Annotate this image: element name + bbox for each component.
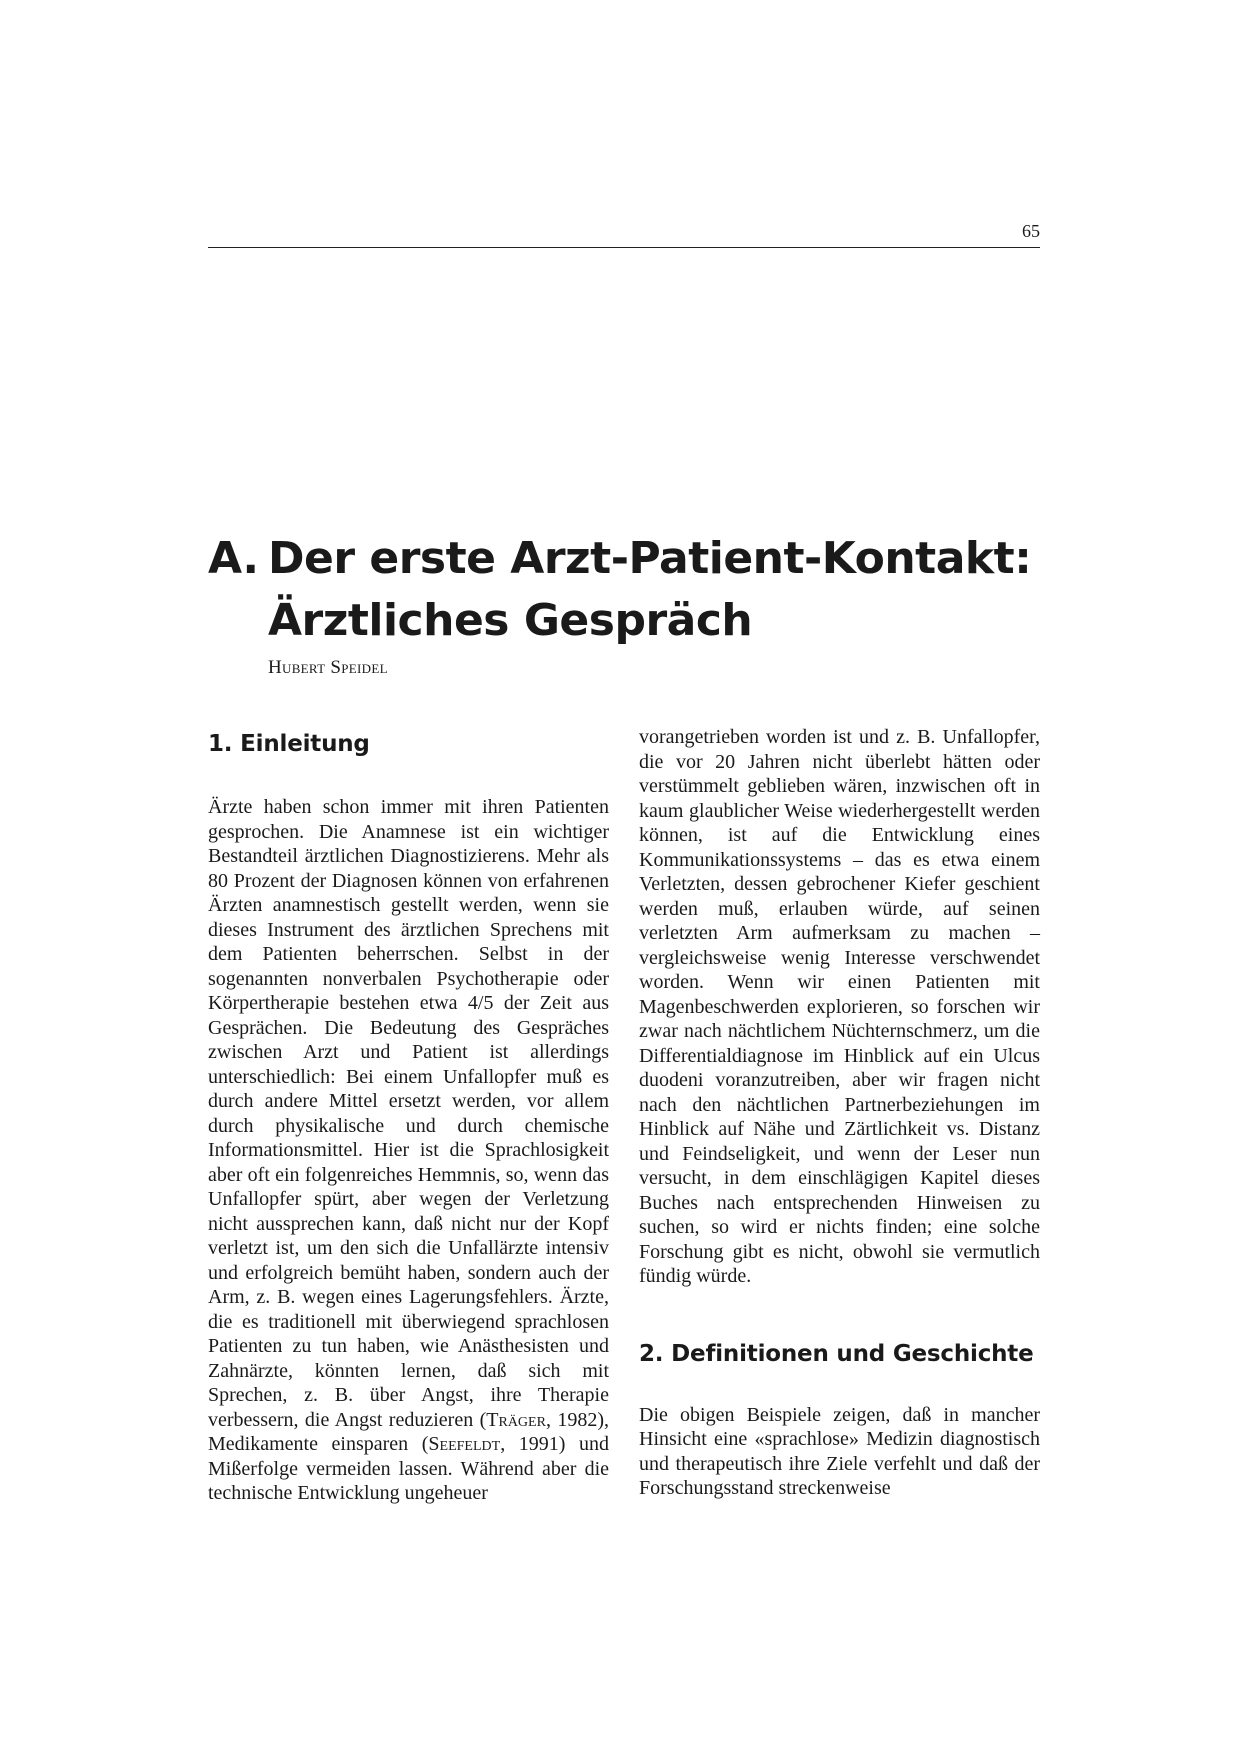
paragraph-einleitung-part-1	[208, 795, 609, 1506]
paragraph-einleitung-part-2: vorangetrieben worden ist und z. B. Unfallopfer, die vor 20 Jahren nicht überlebt hätten oder verstümmelt geblieben wären, inzwischen oft in kaum glaublicher Weise wiederhergestellt werden können, ist auf die Entwicklung eines Kommunikationssystems – das es etwa einem Verletzten, dessen gebrochener Kiefer geschient werden muß, erlauben würde, auf seinen verletzten Arm aufmerksam zu machen – vergleichsweise wenig Interesse verschwendet worden. Wenn wir einen Patienten mit Magenbeschwerden explorieren, so forschen wir zwar nach nächtlichem Nüchternschmerz, um die Differentialdiagnose im Hinblick auf ein Ulcus duodeni voranzutreiben, aber wir fragen nicht nach den nächtlichen Partnerbeziehungen im Hinblick auf Nähe und Zärtlichkeit vs. Distanz und Feindseligkeit, und wenn der Leser nun versucht, in dem einschlägigen Kapitel dieses Buches nach entsprechenden Hinweisen zu suchen, so wird er nichts finden; eine solche Forschung gibt es nicht, obwohl sie vermutlich fündig würde.	[639, 726, 1040, 1287]
chapter-letter: A.	[208, 533, 259, 584]
chapter-title	[208, 528, 1040, 652]
chapter-title-text-2: Ärztliches Gespräch	[268, 595, 753, 646]
paragraph-text: , 1982), Medikamente einsparen (	[208, 1408, 609, 1455]
chapter-title-line-1	[208, 528, 1040, 590]
header-rule	[208, 247, 1040, 248]
author-name: Hubert Speidel	[268, 657, 388, 678]
text-column-left	[208, 727, 609, 1506]
chapter-title-text-1: Der erste Arzt-Patient-Kontakt:	[268, 533, 1032, 584]
citation-author: Seefeldt	[428, 1433, 501, 1455]
citation-author: Träger	[486, 1408, 546, 1431]
text-column-right	[639, 727, 1040, 1501]
section-heading-definitionen: 2. Definitionen und Geschichte	[639, 1340, 1034, 1367]
section-heading-einleitung: 1. Einleitung	[208, 731, 370, 757]
page-number: 65	[1022, 221, 1040, 241]
chapter-title-line-2	[208, 590, 1040, 652]
paragraph-definitionen: Die obigen Beispiele zeigen, daß in mancher Hinsicht eine «sprachlose» Medizin diagnostisch und therapeutisch ihre Ziele verfehlt und daß der Forschungsstand streckenweise	[639, 1403, 1040, 1499]
paragraph-text: , 1991) und Mißerfolge vermeiden lassen. Während aber die technische Entwicklung ungeheuer	[208, 1433, 609, 1504]
paragraph-text: Ärzte haben schon immer mit ihren Patienten gesprochen. Die Anamnese ist ein wichtiger Bestandteil ärztlichen Diagnostizierens. Mehr als 80 Prozent der Diagnosen können von erfahrenen Ärzten anamnestisch gestellt werden, wenn sie dieses Instrument des ärztlichen Sprechens mit dem Patienten beherrschen. Selbst in der sogenannten nonverbalen Psychotherapie oder Körpertherapie bestehen etwa 4/5 der Zeit aus Gesprächen. Die Bedeutung des Gespräches zwischen Arzt und Patient ist allerdings unterschiedlich: Bei einem Unfallopfer muß es durch andere Mittel ersetzt werden, vor allem durch physikalische und durch chemische Informationsmittel. Hier ist die Sprachlosigkeit aber oft ein folgenreiches Hemmnis, so, wenn das Unfallopfer spürt, aber wegen der Verletzung nicht aussprechen kann, daß nicht nur der Kopf verletzt ist, um den sich die Unfallärzte intensiv und erfolgreich bemüht haben, sondern auch der Arm, z. B. wegen eines Lagerungsfehlers. Ärzte, die es traditionell mit überwiegend sprachlosen Patienten zu tun haben, wie Anästhesisten und Zahnärzte, könnten lernen, daß sich mit Sprechen, z. B. über Angst, ihre Therapie verbessern, die Angst reduzieren (	[208, 796, 609, 1431]
